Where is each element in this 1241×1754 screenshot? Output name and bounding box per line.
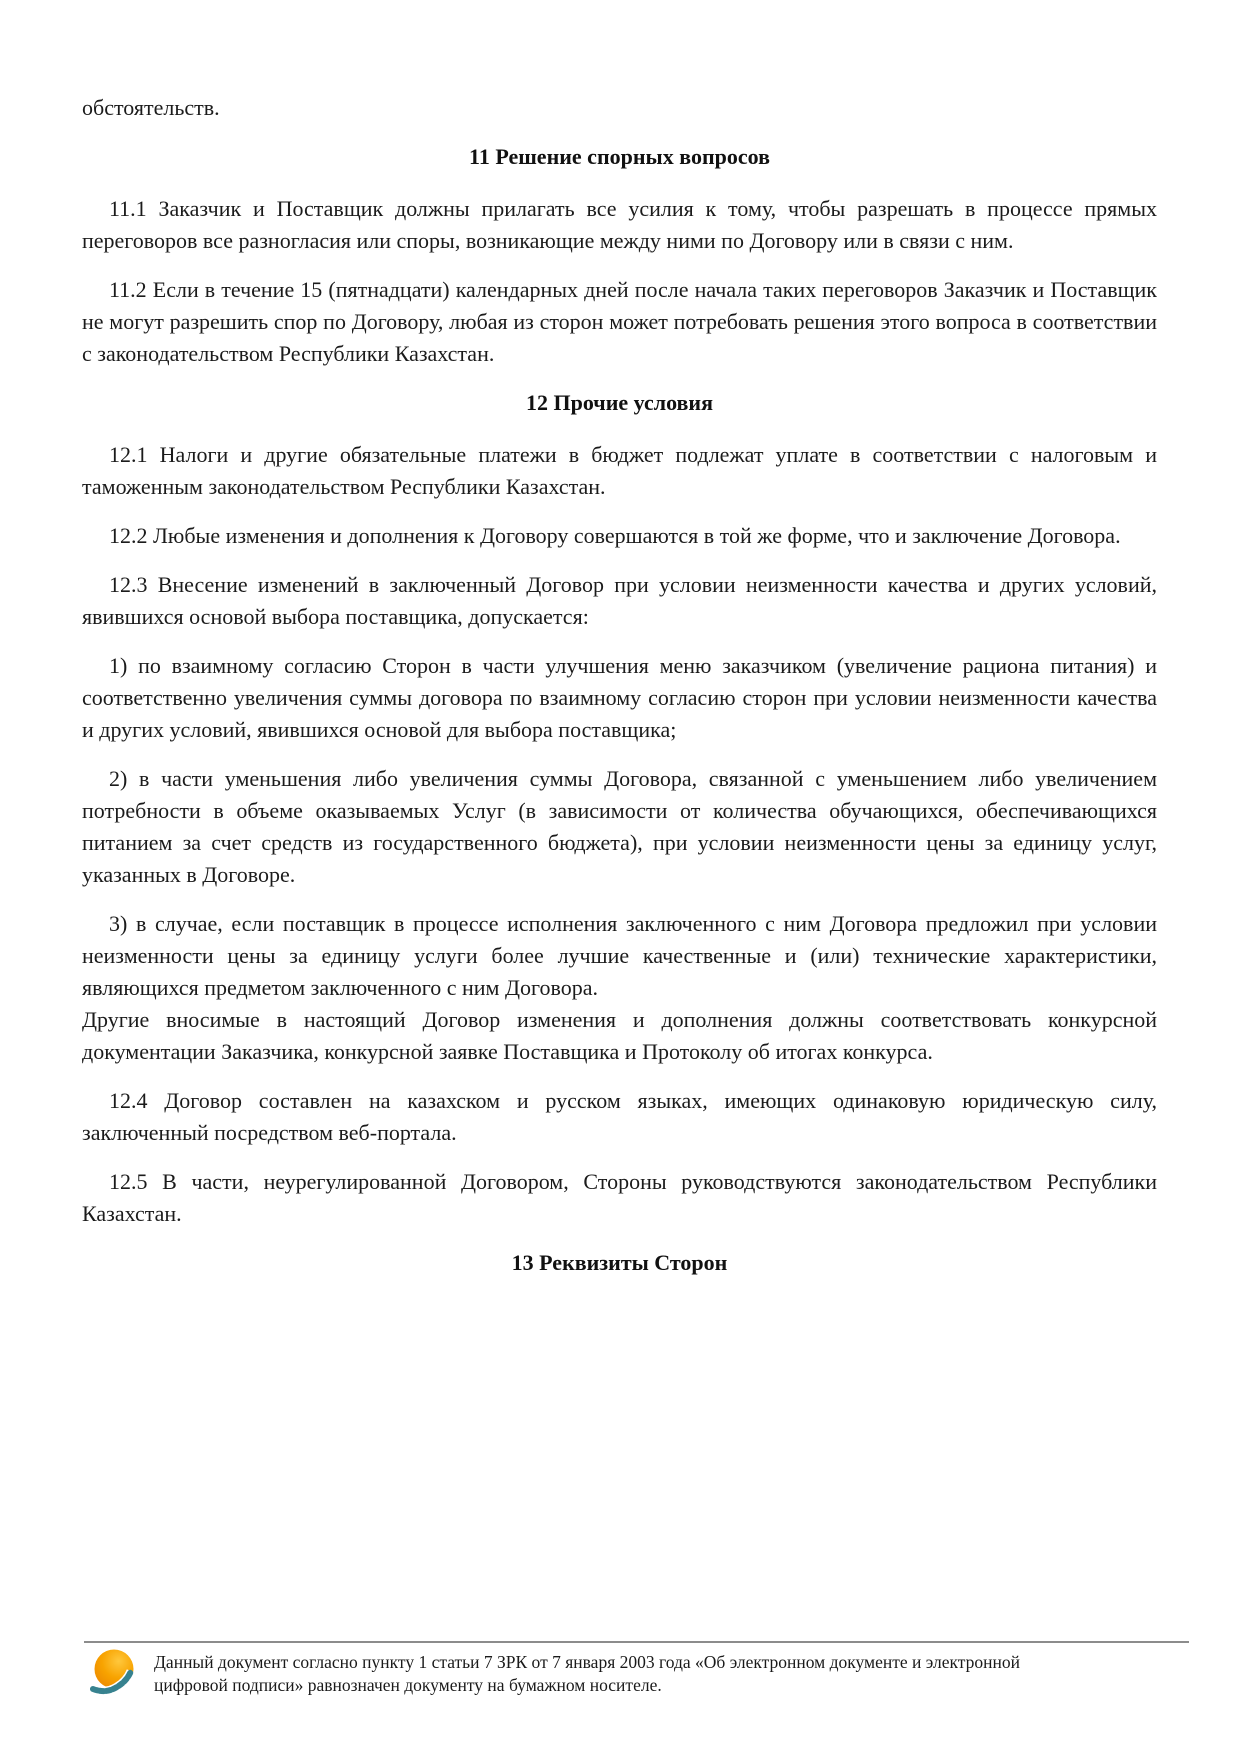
- paragraph-12-5: 12.5 В части, неурегулированной Договором, Стороны руководствуются законодательством Республики Казахстан.: [82, 1169, 1157, 1226]
- paragraph-12-2: 12.2 Любые изменения и дополнения к Договору совершаются в той же форме, что и заключение Договора.: [109, 523, 1121, 548]
- paragraph-12-3-item-3: 3) в случае, если поставщик в процессе исполнения заключенного с ним Договора предложил при условии неизменности цены за единицу услуги более лучшие качественные и (или) технические характеристики, являющихся предметом заключенного с ним Договора.: [82, 911, 1157, 1000]
- document-body: [82, 92, 1157, 1299]
- section-heading-13: 13 Реквизиты Сторон: [511, 1250, 728, 1275]
- signature-footer-row: [84, 1643, 1189, 1700]
- section-heading-12: 12 Прочие условия: [526, 390, 713, 415]
- goszakup-logo-icon: [90, 1648, 140, 1700]
- paragraph-12-3-continuation: Другие вносимые в настоящий Договор изменения и дополнения должны соответствовать конкурсной документации Заказчика, конкурсной заявке Поставщика и Протоколу об итогах конкурса.: [82, 1007, 1157, 1064]
- paragraph-11-2: 11.2 Если в течение 15 (пятнадцати) календарных дней после начала таких переговоров Заказчик и Поставщик не могут разрешить спор по Договору, любая из сторон может потребовать решения этого вопроса в соответствии с законодательством Республики Казахстан.: [82, 277, 1157, 366]
- paragraph-continuation-top: обстоятельств.: [82, 95, 220, 120]
- paragraph-12-3-item-1: 1) по взаимному согласию Сторон в части улучшения меню заказчиком (увеличение рациона питания) и соответственно увеличения суммы договора по взаимному согласию сторон при условии неизменности качества и других условий, явившихся основой для выбора поставщика;: [82, 653, 1157, 742]
- paragraph-12-3-item-2: 2) в части уменьшения либо увеличения суммы Договора, связанной с уменьшением либо увеличением потребности в объеме оказываемых Услуг (в зависимости от количества обучающихся, обеспечивающихся питанием за счет средств из государственного бюджета), при условии неизменности цены за единицу услуг, указанных в Договоре.: [82, 766, 1157, 887]
- signature-footer: [84, 1641, 1189, 1700]
- legal-notice-text: Данный документ согласно пункту 1 статьи 7 ЗРК от 7 января 2003 года «Об электронном документе и электронной цифровой подписи» равнозначен документу на бумажном носителе.: [154, 1652, 1020, 1695]
- paragraph-12-1: 12.1 Налоги и другие обязательные платежи в бюджет подлежат уплате в соответствии с налоговым и таможенным законодательством Республики Казахстан.: [82, 442, 1157, 499]
- paragraph-12-3: 12.3 Внесение изменений в заключенный Договор при условии неизменности качества и других условий, явившихся основой выбора поставщика, допускается:: [82, 572, 1157, 629]
- paragraph-11-1: 11.1 Заказчик и Поставщик должны прилагать все усилия к тому, чтобы разрешать в процессе прямых переговоров все разногласия или споры, возникающие между ними по Договору или в связи с ним.: [82, 196, 1157, 253]
- paragraph-12-4: 12.4 Договор составлен на казахском и русском языках, имеющих одинаковую юридическую силу, заключенный посредством веб-портала.: [82, 1088, 1157, 1145]
- section-heading-11: 11 Решение спорных вопросов: [469, 144, 770, 169]
